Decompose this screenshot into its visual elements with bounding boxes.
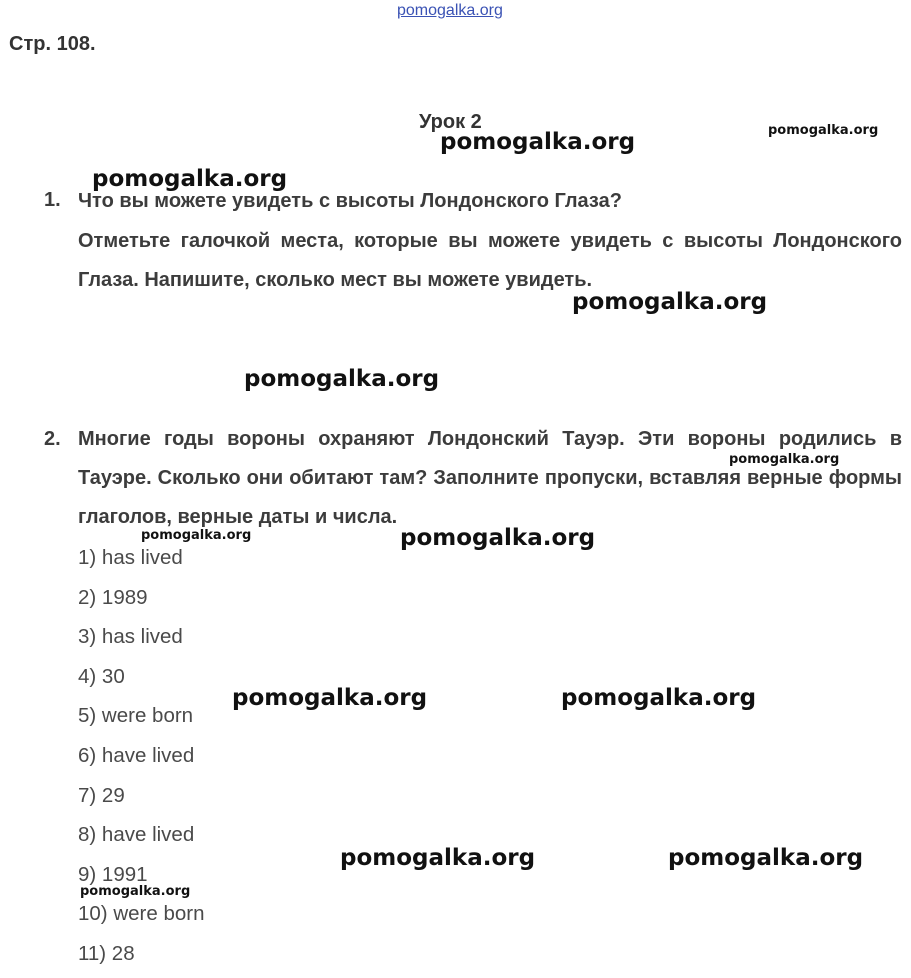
answer-item: 2) 1989 xyxy=(78,585,148,609)
task-1-number: 1. xyxy=(44,189,61,211)
answer-item: 3) has lived xyxy=(78,625,183,649)
task-1-instruction: Отметьте галочкой места, которые вы можете увидеть с высоты Лондонского Глаза. Напишите, сколько мест вы можете увидеть. xyxy=(78,230,902,291)
task-2-number: 2. xyxy=(44,428,61,450)
watermark: pomogalka.org xyxy=(572,289,768,315)
watermark: pomogalka.org xyxy=(440,129,636,155)
watermark: pomogalka.org xyxy=(668,845,864,871)
answer-item: 4) 30 xyxy=(78,664,125,688)
task-1-title: Что вы можете увидеть с высоты Лондонского Глаза? xyxy=(78,190,622,212)
watermark: pomogalka.org xyxy=(244,366,440,392)
answer-list xyxy=(78,542,204,978)
lesson-title: Урок 2 xyxy=(419,111,482,133)
watermark: pomogalka.org xyxy=(400,525,596,551)
answer-item: 5) were born xyxy=(78,704,194,728)
task-2-instruction: Многие годы вороны охраняют Лондонский Тауэр. Эти вороны родились в Тауэре. Сколько они обитают там? Заполните пропуски, вставляя верные формы глаголов, верные даты и числа. xyxy=(78,428,902,528)
answer-item: 6) have lived xyxy=(78,743,195,767)
watermark: pomogalka.org xyxy=(729,452,840,467)
site-link[interactable]: pomogalka.org xyxy=(397,2,503,19)
answer-item: 7) 29 xyxy=(78,783,125,807)
watermark: pomogalka.org xyxy=(340,845,536,871)
answer-item: 10) were born xyxy=(78,902,205,926)
answer-item: 9) 1991 xyxy=(78,862,148,886)
answer-item: 1) has lived xyxy=(78,546,183,569)
answer-item: 11) 28 xyxy=(78,941,135,965)
watermark: pomogalka.org xyxy=(768,123,879,138)
answer-item: 8) have lived xyxy=(78,823,195,847)
watermark: pomogalka.org xyxy=(141,528,252,543)
watermark: pomogalka.org xyxy=(92,166,288,192)
watermark: pomogalka.org xyxy=(80,884,191,899)
watermark: pomogalka.org xyxy=(232,685,428,711)
watermark: pomogalka.org xyxy=(561,685,757,711)
page-number: Стр. 108. xyxy=(9,33,96,55)
